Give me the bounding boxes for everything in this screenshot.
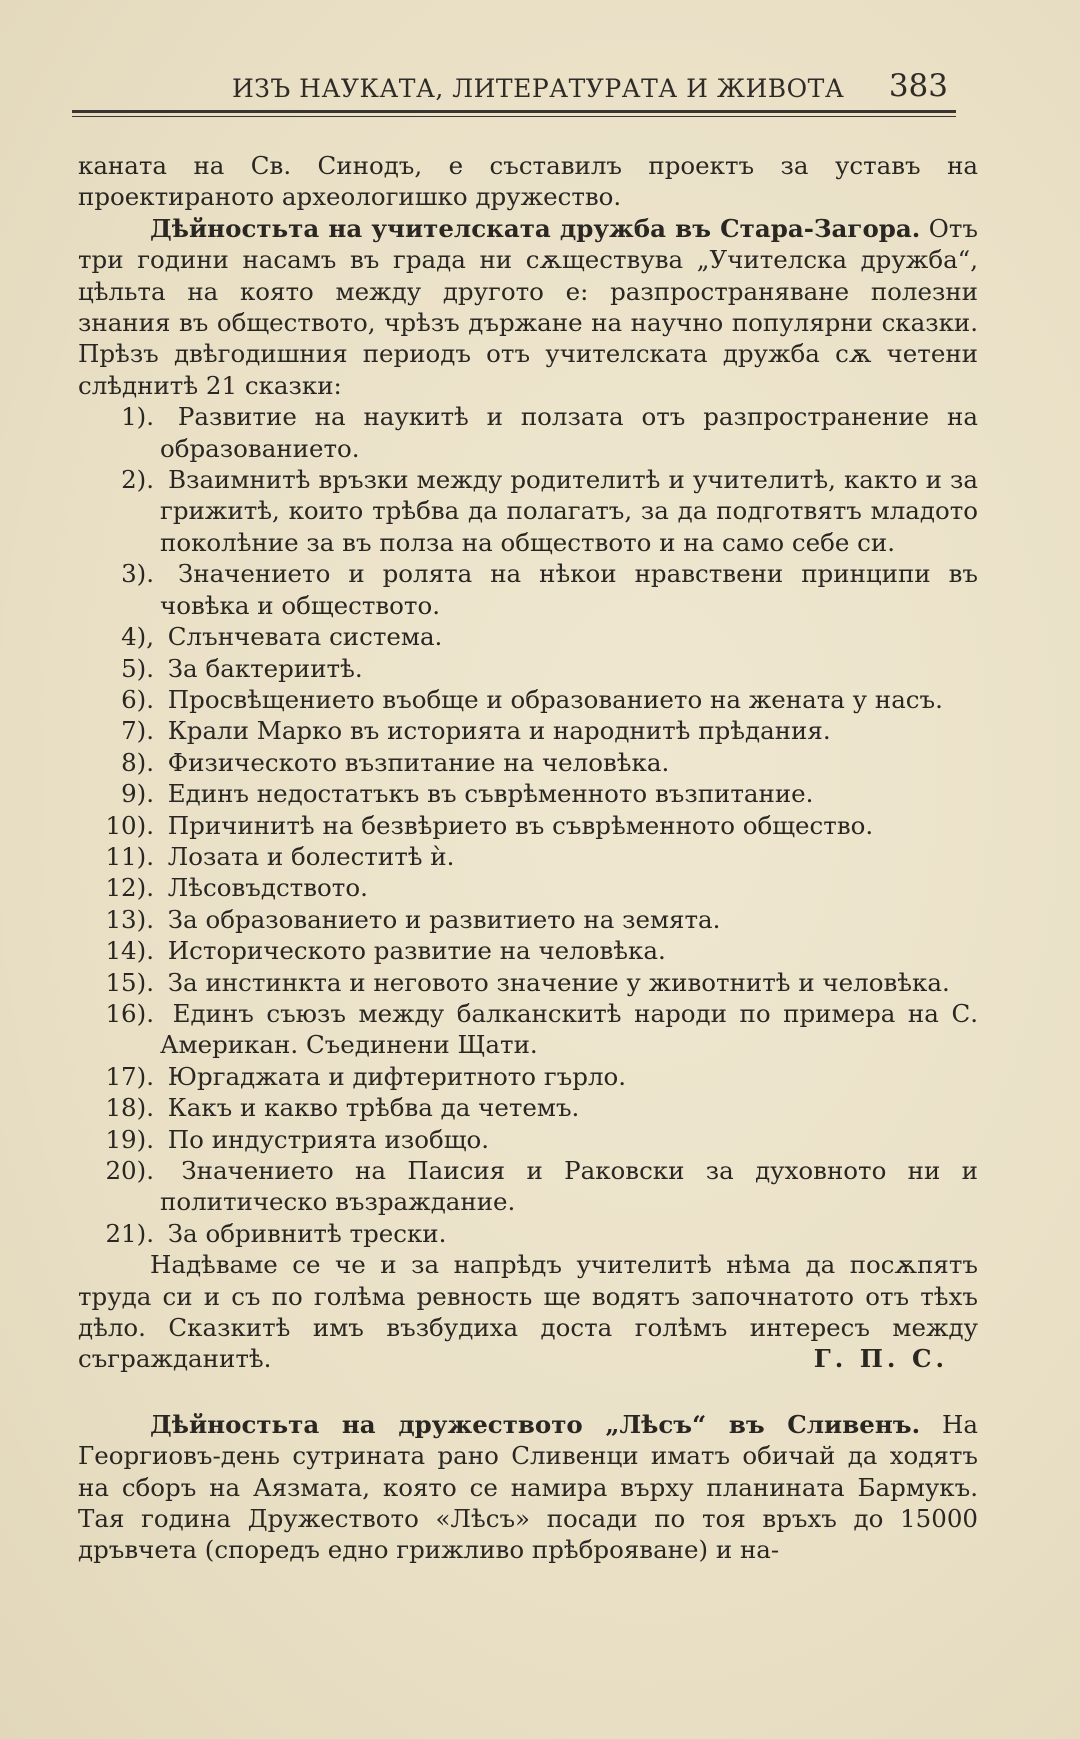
lecture-title: Историческото развитие на человѣка. — [167, 936, 666, 966]
lecture-item — [78, 1092, 978, 1123]
lecture-number: 9). — [121, 779, 154, 809]
section1-heading: Дѣйностьта на учителската дружба въ Стара-Загора. — [150, 213, 921, 243]
header-rule-thick — [72, 110, 956, 113]
lecture-number: 6). — [121, 684, 154, 714]
lecture-item — [78, 464, 978, 558]
lecture-item — [78, 967, 978, 998]
lecture-item — [78, 1218, 978, 1249]
section2-heading: Дѣйностьта на дружеството „Лѣсъ“ въ Сливенъ. — [150, 1409, 921, 1439]
section2-paragraph — [78, 1409, 978, 1566]
lecture-title: Взаимнитѣ връзки между родителитѣ и учителитѣ, както и за грижитѣ, които трѣбва да полагатъ, за да подготвятъ младото поколѣние за въ полза на обществото и на само себе си. — [160, 465, 978, 557]
lecture-item — [78, 653, 978, 684]
lecture-item — [78, 1061, 978, 1092]
lecture-item — [78, 904, 978, 935]
lecture-item — [78, 935, 978, 966]
lecture-item — [78, 778, 978, 809]
lecture-number: 10). — [105, 810, 154, 840]
lecture-title: По индустрията изобщо. — [167, 1124, 490, 1154]
lecture-item — [78, 998, 978, 1061]
page-number: 383 — [888, 68, 948, 104]
lecture-title: Причинитѣ на безвѣрието въ съврѣменното общество. — [167, 810, 874, 840]
lecture-number: 2). — [121, 465, 154, 495]
intro-paragraph: каната на Св. Синодъ, е съставилъ проектъ за уставъ на проектираното археологишко дружество. — [78, 151, 978, 212]
lecture-title: Лѣсовъдството. — [167, 873, 368, 903]
lecture-number: 1). — [121, 402, 154, 432]
running-title: ИЗЪ НАУКАТА, ЛИТЕРАТУРАТА И ЖИВОТА — [232, 74, 845, 103]
lecture-number: 7). — [121, 716, 154, 746]
lecture-number: 13). — [105, 904, 154, 934]
lecture-title: Значението и ролята на нѣкои нравствени принципи въ човѣка и обществото. — [160, 559, 978, 620]
lecture-number: 19). — [105, 1124, 154, 1154]
lecture-item — [78, 621, 978, 652]
lecture-number: 21). — [105, 1218, 154, 1248]
lecture-title: За обривнитѣ трески. — [167, 1218, 447, 1248]
lecture-item — [78, 401, 978, 464]
lecture-number: 17). — [105, 1061, 154, 1091]
header-rule-thin — [72, 116, 956, 117]
lecture-title: Крали Марко въ историята и народнитѣ прѣдания. — [167, 716, 831, 746]
lecture-title: Единъ съюзъ между балканскитѣ народи по примера на С. Американ. Съединени Щати. — [160, 998, 978, 1060]
section1-paragraph — [78, 213, 978, 401]
conclusion-paragraph — [78, 1249, 978, 1375]
lecture-number: 18). — [105, 1093, 154, 1123]
lecture-number: 4), — [121, 622, 154, 652]
lecture-title: За бактериитѣ. — [167, 653, 363, 683]
lecture-item — [78, 1155, 978, 1218]
lecture-number: 16). — [105, 998, 154, 1028]
lecture-list — [78, 401, 978, 1249]
lecture-title: Лозата и болеститѣ ѝ. — [167, 841, 455, 871]
section-gap — [78, 1375, 978, 1409]
section1-text: Отъ три години насамъ въ града ни сѫществува „Учителска дружба“, цѣльта на която между другото е: разпространяване полезни знания въ обществото, чрѣзъ държане на научно популярни сказки. Прѣзъ двѣгодишния периодъ отъ учителската дружба сѫ четени слѣднитѣ 21 сказки: — [78, 213, 978, 400]
lecture-number: 14). — [105, 936, 154, 966]
page-header — [72, 66, 956, 110]
body-text — [78, 150, 978, 1566]
lecture-title: Единъ недостатъкъ въ съврѣменното възпитание. — [167, 779, 814, 809]
lecture-item — [78, 841, 978, 872]
lecture-number: 12). — [105, 873, 154, 903]
section2-text: На Георгиовъ-день сутрината рано Сливенци иматъ обичай да ходятъ на сборъ на Аязмата, която се намира върху планината Бармукъ. Тая година Дружеството «Лѣсъ» посади по тоя връхъ до 15000 дръвчета (споредъ едно грижливо прѣброяване) и на- — [78, 1409, 978, 1565]
lecture-item — [78, 1124, 978, 1155]
lecture-number: 8). — [121, 747, 154, 777]
lecture-title: За инстинкта и неговото значение у животнитѣ и человѣка. — [167, 967, 950, 997]
lecture-title: За образованието и развитието на земята. — [167, 904, 721, 934]
lecture-title: Какъ и какво трѣбва да четемъ. — [167, 1093, 580, 1123]
lecture-title: Физическото възпитание на человѣка. — [167, 747, 670, 777]
conclusion-text: Надѣваме се че и за напрѣдъ учителитѣ нѣма да посѫпятъ труда си и съ по голѣма ревность ще водятъ започнатото отъ тѣхъ дѣло. Сказкитѣ имъ възбудиха доста голѣмъ интересъ между съгражданитѣ. — [78, 1250, 978, 1374]
lecture-item — [78, 684, 978, 715]
signature: Г. П. С. — [813, 1344, 948, 1374]
lecture-title: Юргаджата и дифтеритното гърло. — [167, 1061, 627, 1091]
lecture-item — [78, 747, 978, 778]
lecture-number: 5). — [121, 653, 154, 683]
lecture-title: Значението на Паисия и Раковски за духовното ни и политическо възраждание. — [160, 1156, 978, 1217]
lecture-number: 3). — [121, 559, 154, 589]
lecture-title: Просвѣщението въобще и образованието на жената у насъ. — [167, 684, 943, 714]
lecture-item — [78, 872, 978, 903]
lecture-number: 20). — [105, 1156, 154, 1185]
lecture-number: 11). — [105, 841, 154, 871]
lecture-title: Слънчевата система. — [167, 622, 443, 652]
lecture-number: 15). — [105, 967, 154, 997]
lecture-item — [78, 810, 978, 841]
lecture-item — [78, 715, 978, 746]
lecture-title: Развитие на наукитѣ и ползата отъ разпространение на образованието. — [160, 402, 978, 463]
lecture-item — [78, 558, 978, 621]
